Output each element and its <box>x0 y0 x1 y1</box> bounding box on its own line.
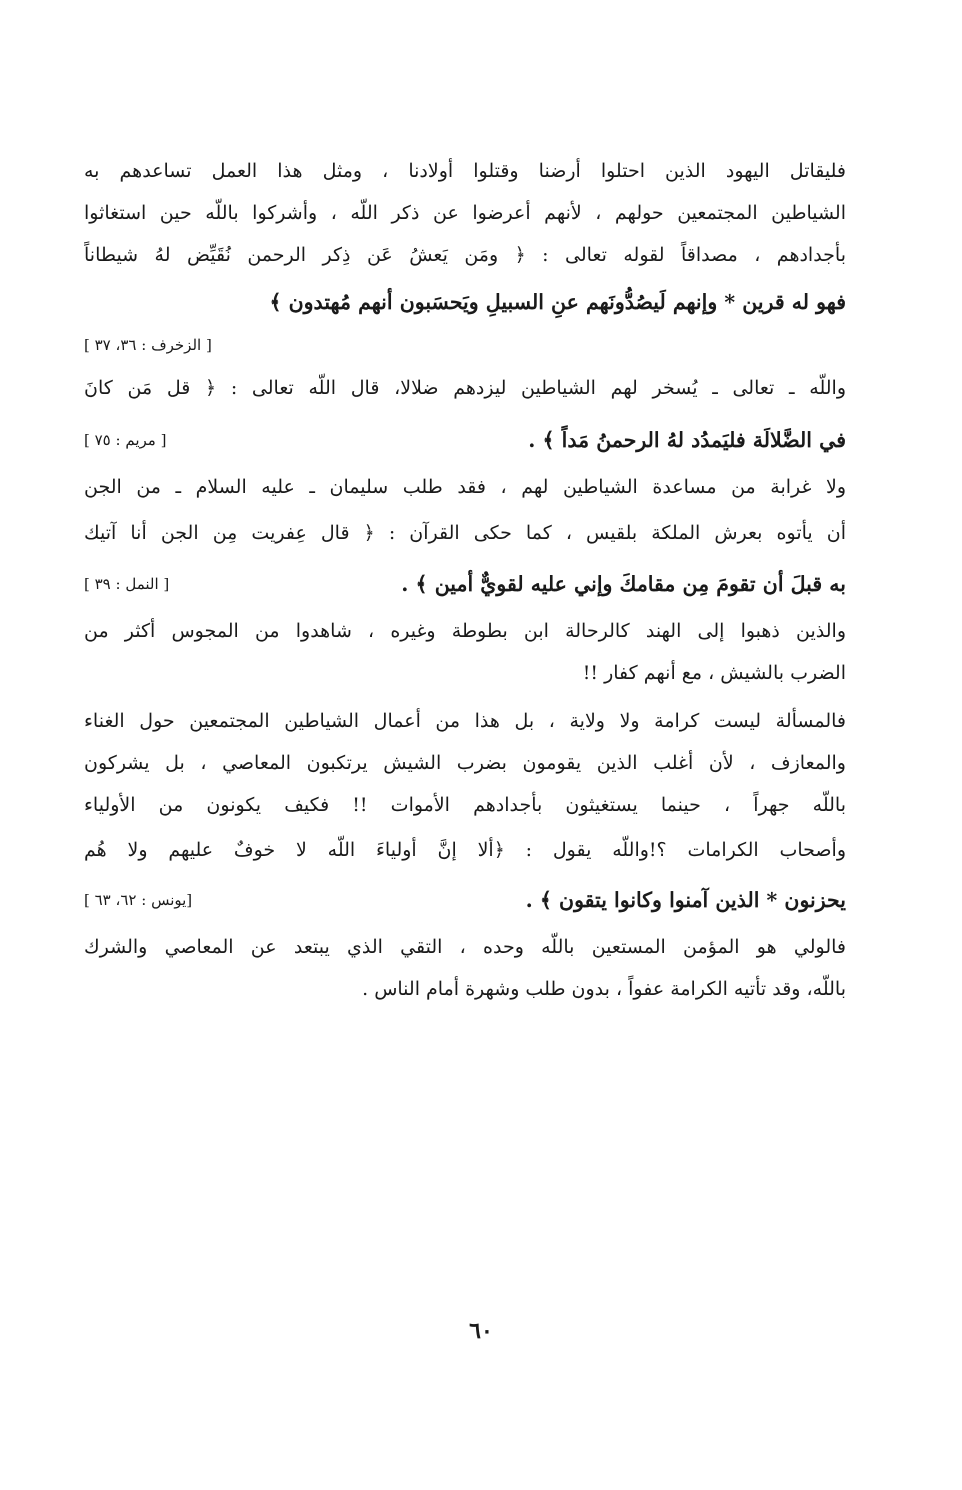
text-line: بأجدادهم ، مصداقاً لقوله تعالى : ﴿ ومَن يَعشُ عَن ذِكر الرحمن نُقَيِّض لهُ شيطاناً <box>84 244 846 266</box>
quran-verse-line: به قبلَ أن تقومَ مِن مقامكَ وإني عليه لقويٌّ أمين ﴾ . <box>401 572 846 596</box>
body-text <box>84 150 846 1010</box>
text-line: باللّه، وقد تأتيه الكرامة عفواً ، بدون طلب وشهرة أمام الناس . <box>362 978 846 1000</box>
text-line: فالولي هو المؤمن المستعين باللّه وحده ، التقي الذي يبتعد عن المعاصي والشرك <box>84 936 846 958</box>
verse-reference: [ الزخرف : ٣٦، ٣٧ ] <box>84 336 212 354</box>
text-line: والمعازف ، لأن أغلب الذين يقومون بضرب الشيش يرتكبون المعاصي ، بل يشركون <box>84 752 846 774</box>
text-line: فالمسألة ليست كرامة ولا ولاية ، بل هذا من أعمال الشياطين المجتمعين حول الغناء <box>84 710 846 732</box>
text-line: والذين ذهبوا إلى الهند كالرحالة ابن بطوطة وغيره ، شاهدوا من المجوس أكثر من <box>84 620 846 642</box>
verse-with-reference <box>84 874 846 926</box>
text-line: باللّه جهراً ، حينما يستغيثون بأجدادهم الأموات !! فكيف يكونون من الأولياء <box>84 794 846 816</box>
verse-reference: [يونس : ٦٢، ٦٣ ] <box>84 891 193 909</box>
text-line: الضرب بالشيش ، مع أنهم كفار !! <box>582 662 846 684</box>
verse-reference: [ النمل : ٣٩ ] <box>84 575 170 593</box>
verse-with-reference <box>84 414 846 466</box>
text-line: أن يأتوه بعرش الملكة بلقيس ، كما حكى القرآن : ﴿ قال عِفريت مِن الجن أنا آتيك <box>84 522 846 544</box>
quran-verse-line: في الضَّلالَة فليَمدُد لهُ الرحمنُ مَداً ﴾ . <box>528 428 846 452</box>
text-line: وأصحاب الكرامات ؟!واللّه يقول : ﴿ألا إنَّ أولياءَ اللّه لا خوفٌ عليهم ولا هُم <box>84 839 846 861</box>
quran-verse-line: فهو له قرين * وإنهم لَيصُدُّونَهم عنِ السبيلِ ويَحسَبون أنهم مُهتدون ﴾ <box>269 290 846 314</box>
verse-reference: [ مريم : ٧٥ ] <box>84 431 167 449</box>
text-line: ولا غرابة من مساعدة الشياطين لهم ، فقد طلب سليمان ـ عليه السلام ـ من الجن <box>84 476 846 498</box>
text-line: الشياطين المجتمعين حولهم ، لأنهم أعرضوا عن ذكر اللّه ، وأشركوا باللّه حين استغاثوا <box>84 202 846 224</box>
text-line: فليقاتل اليهود الذين احتلوا أرضنا وقتلوا أولادنا ، ومثل هذا العمل تساعدهم به <box>84 160 846 182</box>
verse-with-reference <box>84 558 846 610</box>
text-line: واللّه ـ تعالى ـ يُسخر لهم الشياطين ليزدهم ضلالا، قال اللّه تعالى : ﴿ قل مَن كانَ <box>84 377 846 399</box>
page-number: ٦٠ <box>469 1318 493 1344</box>
quran-verse-line: يحزنون * الذين آمنوا وكانوا يتقون ﴾ . <box>525 888 846 912</box>
